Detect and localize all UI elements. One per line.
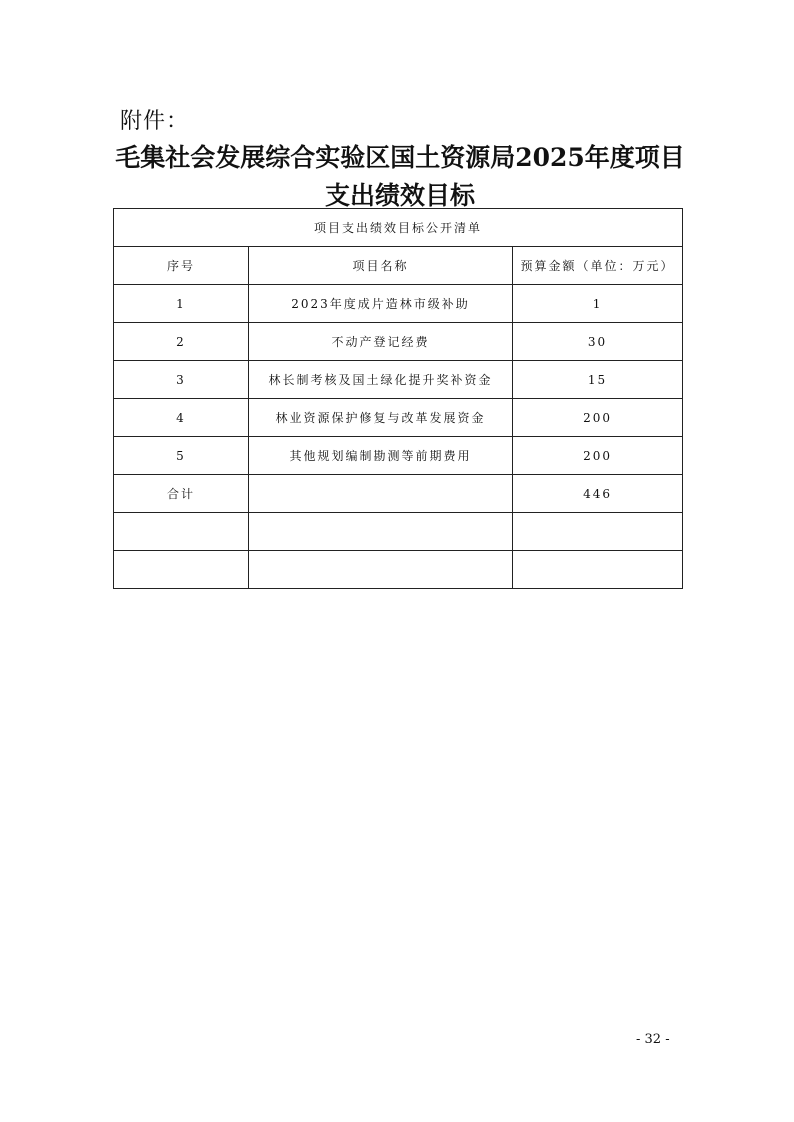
row-seq: 5 xyxy=(114,437,249,475)
row-amount: 200 xyxy=(513,399,683,437)
table-row xyxy=(114,399,683,437)
table-caption-row xyxy=(114,209,683,247)
empty-row xyxy=(114,513,683,551)
row-seq: 4 xyxy=(114,399,249,437)
total-amount: 446 xyxy=(513,475,683,513)
row-amount: 200 xyxy=(513,437,683,475)
table-row xyxy=(114,285,683,323)
row-project-name: 其他规划编制勘测等前期费用 xyxy=(249,437,513,475)
row-project-name: 林长制考核及国土绿化提升奖补资金 xyxy=(249,361,513,399)
table-row xyxy=(114,323,683,361)
empty-row xyxy=(114,551,683,589)
row-amount: 1 xyxy=(513,285,683,323)
table-row xyxy=(114,361,683,399)
header-seq: 序号 xyxy=(114,247,249,285)
total-label: 合计 xyxy=(114,475,249,513)
header-project-name: 项目名称 xyxy=(249,247,513,285)
attachment-label: 附件： xyxy=(120,109,190,134)
document-title-line2: 支出绩效目标 xyxy=(324,181,475,210)
document-title-line1: 毛集社会发展综合实验区国土资源局2025年度项目 xyxy=(115,143,685,172)
row-project-name: 林业资源保护修复与改革发展资金 xyxy=(249,399,513,437)
row-amount: 15 xyxy=(513,361,683,399)
total-row xyxy=(114,475,683,513)
budget-table xyxy=(113,208,683,589)
row-project-name: 2023年度成片造林市级补助 xyxy=(249,285,513,323)
table-header-row xyxy=(114,247,683,285)
total-name xyxy=(249,475,513,513)
row-seq: 1 xyxy=(114,285,249,323)
header-budget-amount: 预算金额（单位：万元） xyxy=(513,247,683,285)
table-caption: 项目支出绩效目标公开清单 xyxy=(114,209,683,247)
table-row xyxy=(114,437,683,475)
page-number: - 32 - xyxy=(636,1032,670,1047)
row-seq: 3 xyxy=(114,361,249,399)
row-project-name: 不动产登记经费 xyxy=(249,323,513,361)
row-amount: 30 xyxy=(513,323,683,361)
row-seq: 2 xyxy=(114,323,249,361)
